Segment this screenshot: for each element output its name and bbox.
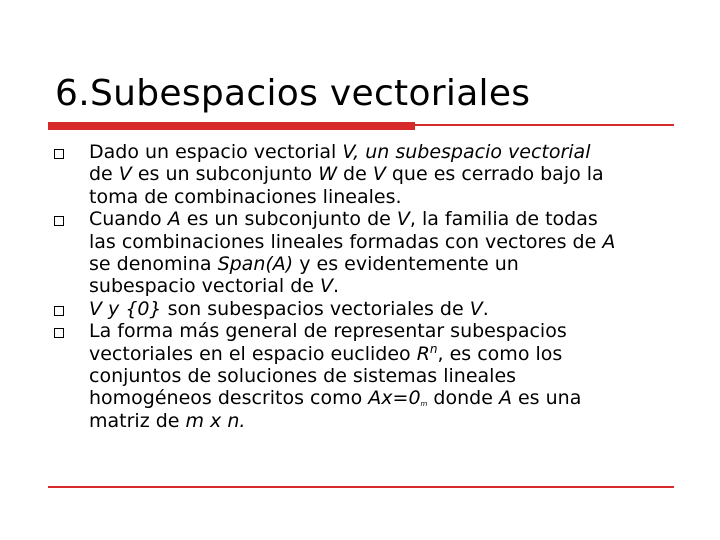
text-run: Cuando — [89, 208, 168, 231]
text-run: W — [318, 163, 337, 186]
square-bullet-icon — [54, 306, 64, 316]
text-line — [89, 275, 679, 297]
text-run: son subespacios vectoriales de — [161, 297, 470, 320]
text-run: las combinaciones lineales formadas con vectores de — [89, 230, 603, 253]
text-line — [89, 141, 679, 163]
text-line — [89, 387, 679, 409]
text-line — [89, 163, 679, 185]
text-line — [89, 298, 679, 320]
text-run: , es como los — [437, 342, 563, 365]
text-run: V — [319, 275, 333, 298]
text-run: , la familia de todas — [409, 208, 598, 231]
text-run: vectoriales en el espacio euclideo — [89, 342, 417, 365]
text-run: conjuntos de soluciones de sistemas lineales — [89, 365, 517, 387]
text-run: . — [332, 275, 340, 298]
text-run: V, un subespacio vectorial — [342, 141, 591, 163]
text-run: V y {0} — [89, 297, 162, 320]
text-run: A — [167, 208, 181, 231]
text-run: A — [602, 230, 616, 253]
text-run: se denomina — [89, 253, 218, 275]
list-item-text — [89, 208, 679, 298]
list-item-text — [89, 298, 679, 320]
text-run: es una — [511, 387, 582, 410]
text-run: de — [336, 163, 373, 186]
text-line — [89, 410, 679, 432]
text-run: de — [89, 163, 119, 186]
text-run: es un subconjunto de — [180, 208, 397, 231]
text-run: matriz de — [89, 409, 186, 432]
text-line — [89, 231, 679, 253]
text-run: Span(A) — [217, 253, 294, 275]
square-bullet-icon — [54, 216, 64, 226]
text-run: V — [372, 163, 386, 186]
square-bullet-icon — [54, 149, 64, 159]
text-line — [89, 365, 679, 387]
text-line — [89, 320, 679, 342]
text-run: m — [420, 400, 428, 409]
text-run: V — [396, 208, 410, 231]
text-line — [89, 208, 679, 230]
text-line — [89, 253, 679, 275]
text-line — [89, 343, 679, 365]
text-line — [89, 186, 679, 208]
text-run: Ax=0 — [368, 387, 421, 410]
text-run: La forma más general de representar subespacios — [89, 320, 567, 343]
text-run: V — [469, 297, 483, 320]
text-run: R — [416, 342, 430, 365]
text-run: Dado un espacio vectorial — [89, 141, 343, 163]
footer-rule — [48, 486, 674, 488]
text-run: m x n. — [185, 409, 246, 432]
text-run: que es cerrado bajo la — [385, 163, 604, 186]
text-run: y es evidentemente un — [293, 253, 519, 275]
text-run: es un subconjunto — [131, 163, 319, 186]
list-item-text — [89, 320, 679, 432]
text-run: n — [429, 341, 438, 356]
text-run: subespacio vectorial de — [89, 275, 320, 298]
text-run: homogéneos descritos como — [89, 387, 369, 410]
text-run: V — [118, 163, 132, 186]
slide-title: 6.Subespacios vectoriales — [55, 73, 531, 114]
text-run: donde — [427, 387, 499, 410]
square-bullet-icon — [54, 328, 64, 338]
title-underline-accent — [48, 122, 415, 130]
text-run: A — [498, 387, 512, 410]
text-run: . — [482, 297, 489, 320]
list-item-text — [89, 141, 679, 208]
text-run: toma de combinaciones lineales. — [89, 185, 402, 208]
